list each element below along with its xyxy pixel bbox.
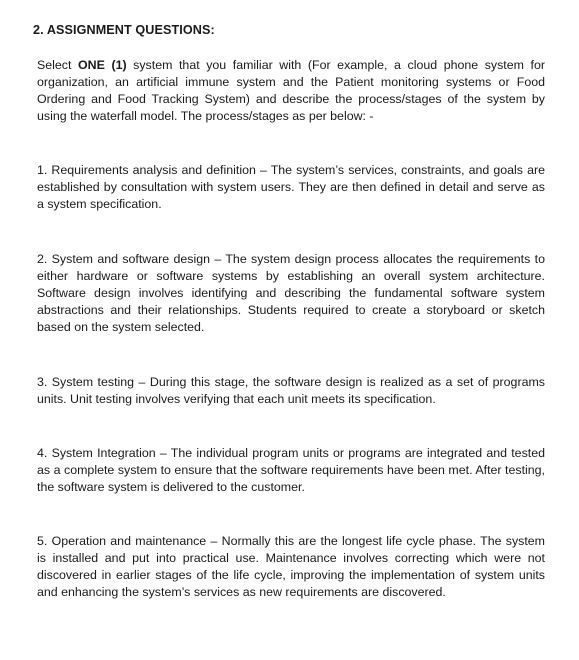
- intro-paragraph: [37, 57, 545, 125]
- stage-system-testing: 3. System testing – During this stage, the software design is realized as a set of programs units. Unit testing involves verifying that each unit meets its specification.: [37, 375, 545, 406]
- stage-operation-maintenance: 5. Operation and maintenance – Normally this are the longest life cycle phase. The system is installed and put into practical use. Maintenance involves correcting which were not discovered in earlier stages of the life cycle, improving the implementation of system units and enhancing the system’s services as new requirements are discovered.: [37, 534, 545, 599]
- intro-suffix: system that you familiar with (For example, a cloud phone system for organization, an artificial immune system and the Patient monitoring systems or Food Ordering and Food Tracking System) and describe the process/stages of the system by using the waterfall model. The process/stages as per below: -: [37, 58, 545, 123]
- stage-system-integration: 4. System Integration – The individual program units or programs are integrated and tested as a complete system to ensure that the software requirements have been met. After testing, the software system is delivered to the customer.: [37, 446, 545, 494]
- intro-emphasis: ONE (1): [78, 58, 127, 72]
- section-heading: 2. ASSIGNMENT QUESTIONS:: [33, 23, 215, 37]
- intro-prefix: Select: [37, 58, 79, 72]
- stage-requirements-analysis: 1. Requirements analysis and definition – The system’s services, constraints, and goals are established by consultation with system users. They are then defined in detail and serve as a system specification.: [37, 163, 545, 211]
- assignment-document: [33, 22, 545, 601]
- stage-system-software-design: 2. System and software design – The system design process allocates the requirements to either hardware or software systems by establishing an overall system architecture. Software design involves identifying and describing the fundamental software system abstractions and their relationships. Students required to create a storyboard or sketch based on the system selected.: [37, 252, 545, 334]
